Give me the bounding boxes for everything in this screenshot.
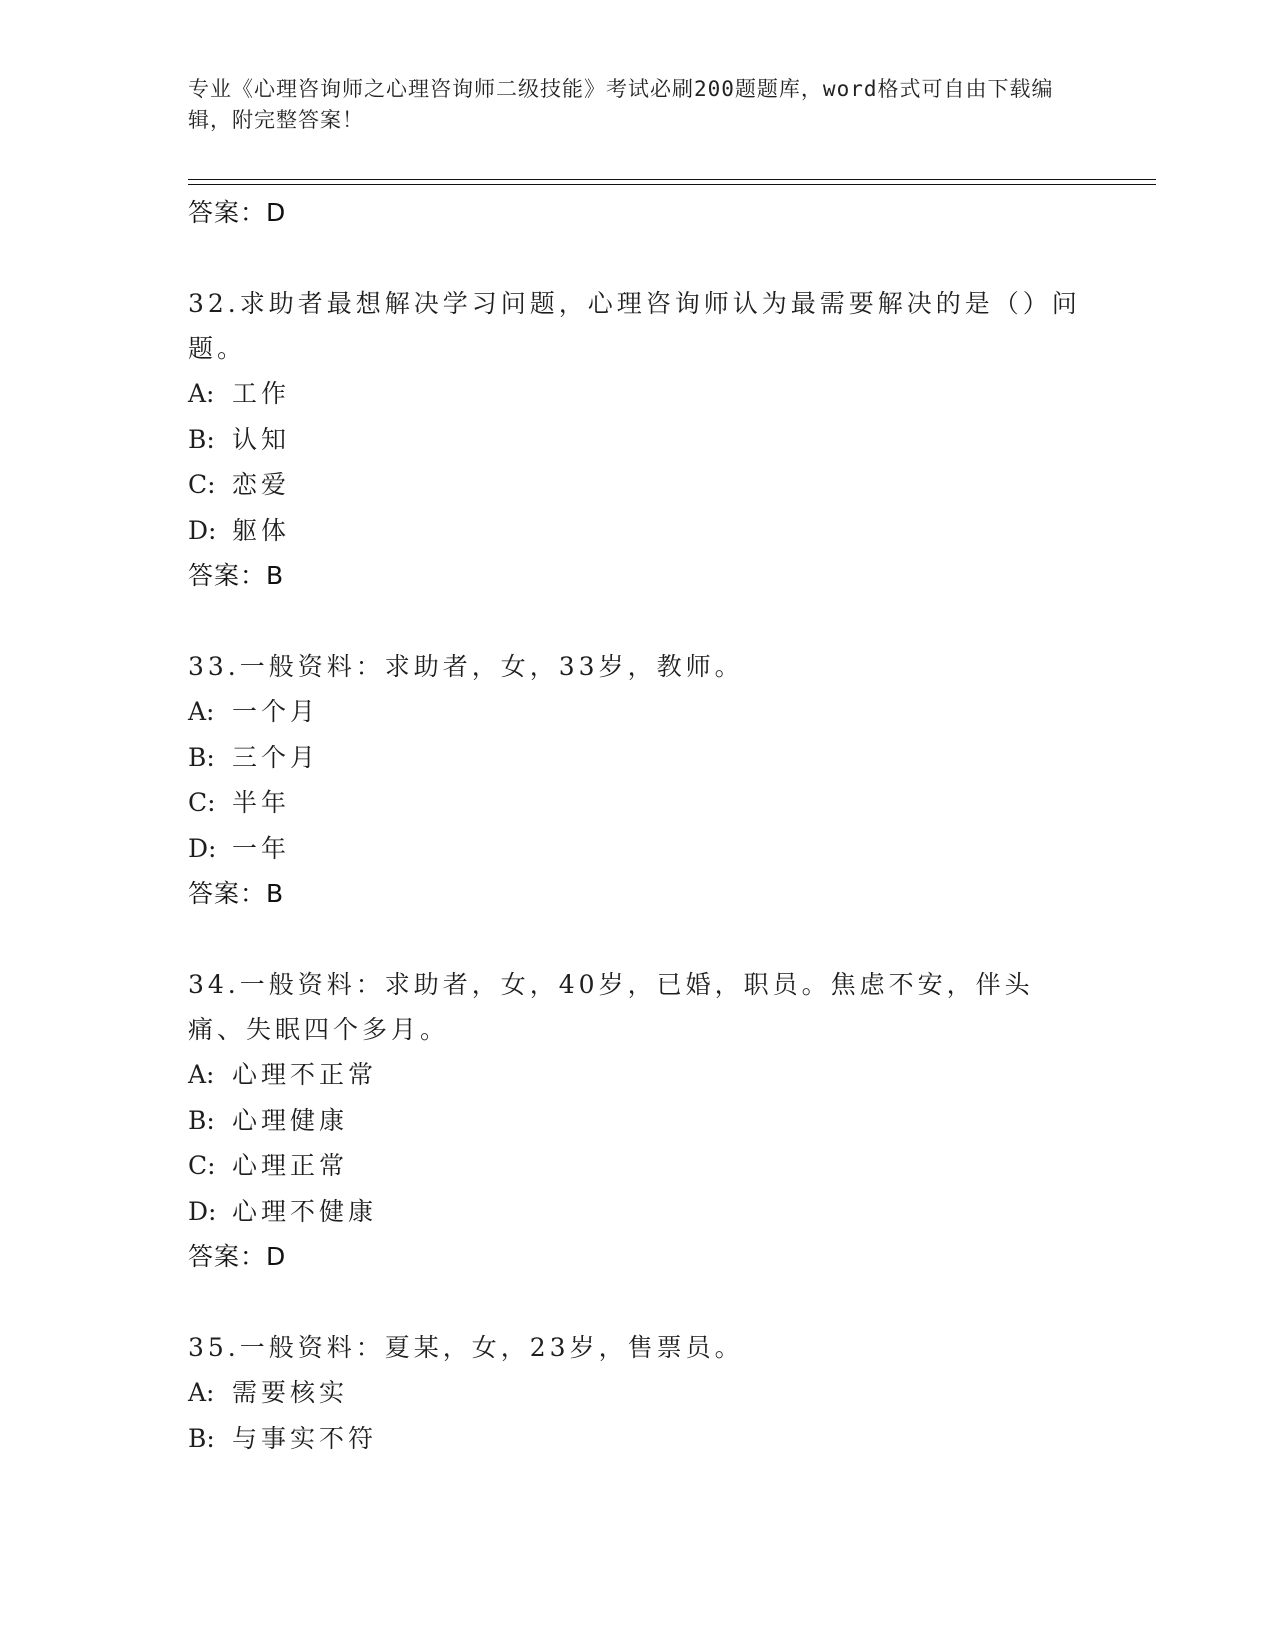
option-b (188, 1416, 1088, 1462)
option-text: 一个月 (232, 697, 320, 726)
option-text: 工作 (232, 379, 291, 408)
option-key: B: (188, 1105, 215, 1135)
option-text: 需要核实 (232, 1378, 349, 1407)
option-key: A: (188, 697, 215, 726)
option-text: 躯体 (232, 515, 291, 545)
option-c (188, 1143, 1088, 1189)
question-item (188, 644, 1088, 917)
question-stem: 35.一般资料：夏某，女，23岁，售票员。 (188, 1333, 744, 1362)
option-text: 与事实不符 (232, 1423, 378, 1453)
option-key: C: (188, 788, 216, 817)
option-d (188, 508, 1088, 554)
question-list (188, 190, 1088, 1461)
question-item (188, 1325, 1088, 1461)
answer-line: 答案：D (188, 1242, 287, 1271)
option-key: B: (188, 1423, 215, 1453)
option-key: A: (188, 1378, 215, 1407)
option-key: D: (188, 833, 217, 863)
question-stem: 32.求助者最想解决学习问题，心理咨询师认为最需要解决的是（）问题。 (188, 289, 1081, 363)
option-b (188, 417, 1088, 463)
option-key: D: (188, 1196, 217, 1226)
option-text: 半年 (232, 788, 291, 817)
option-d (188, 826, 1088, 872)
option-b (188, 735, 1088, 781)
document-header: 专业《心理咨询师之心理咨询师二级技能》考试必刷200题题库，word格式可自由下载编辑，附完整答案！ (188, 77, 1054, 132)
header-divider-bottom (188, 184, 1156, 185)
question-stem: 33.一般资料：求助者，女，33岁，教师。 (188, 652, 744, 681)
option-text: 认知 (232, 424, 291, 454)
option-key: A: (188, 1060, 215, 1089)
question-stem: 34.一般资料：求助者，女，40岁，已婚，职员。焦虑不安，伴头痛、失眠四个多月。 (188, 970, 1034, 1044)
answer-line: 答案：B (188, 879, 285, 908)
option-text: 心理不健康 (232, 1196, 378, 1226)
option-key: A: (188, 379, 215, 408)
option-a (188, 689, 1088, 735)
option-d (188, 1189, 1088, 1235)
option-key: C: (188, 470, 216, 499)
option-text: 心理健康 (232, 1105, 349, 1135)
option-text: 一年 (232, 833, 291, 863)
option-text: 恋爱 (232, 470, 291, 499)
option-a (188, 1052, 1088, 1098)
option-c (188, 462, 1088, 508)
answer-line: 答案：D (188, 198, 287, 227)
question-item (188, 281, 1088, 599)
option-text: 心理正常 (232, 1151, 349, 1180)
option-key: C: (188, 1151, 216, 1180)
option-text: 心理不正常 (232, 1060, 378, 1089)
answer-line: 答案：B (188, 561, 285, 590)
option-text: 三个月 (232, 742, 320, 772)
header-divider-top (188, 179, 1156, 180)
option-c (188, 780, 1088, 826)
option-key: B: (188, 424, 215, 454)
option-key: B: (188, 742, 215, 772)
option-a (188, 1370, 1088, 1416)
question-item (188, 962, 1088, 1280)
option-key: D: (188, 515, 217, 545)
option-b (188, 1098, 1088, 1144)
option-a (188, 371, 1088, 417)
